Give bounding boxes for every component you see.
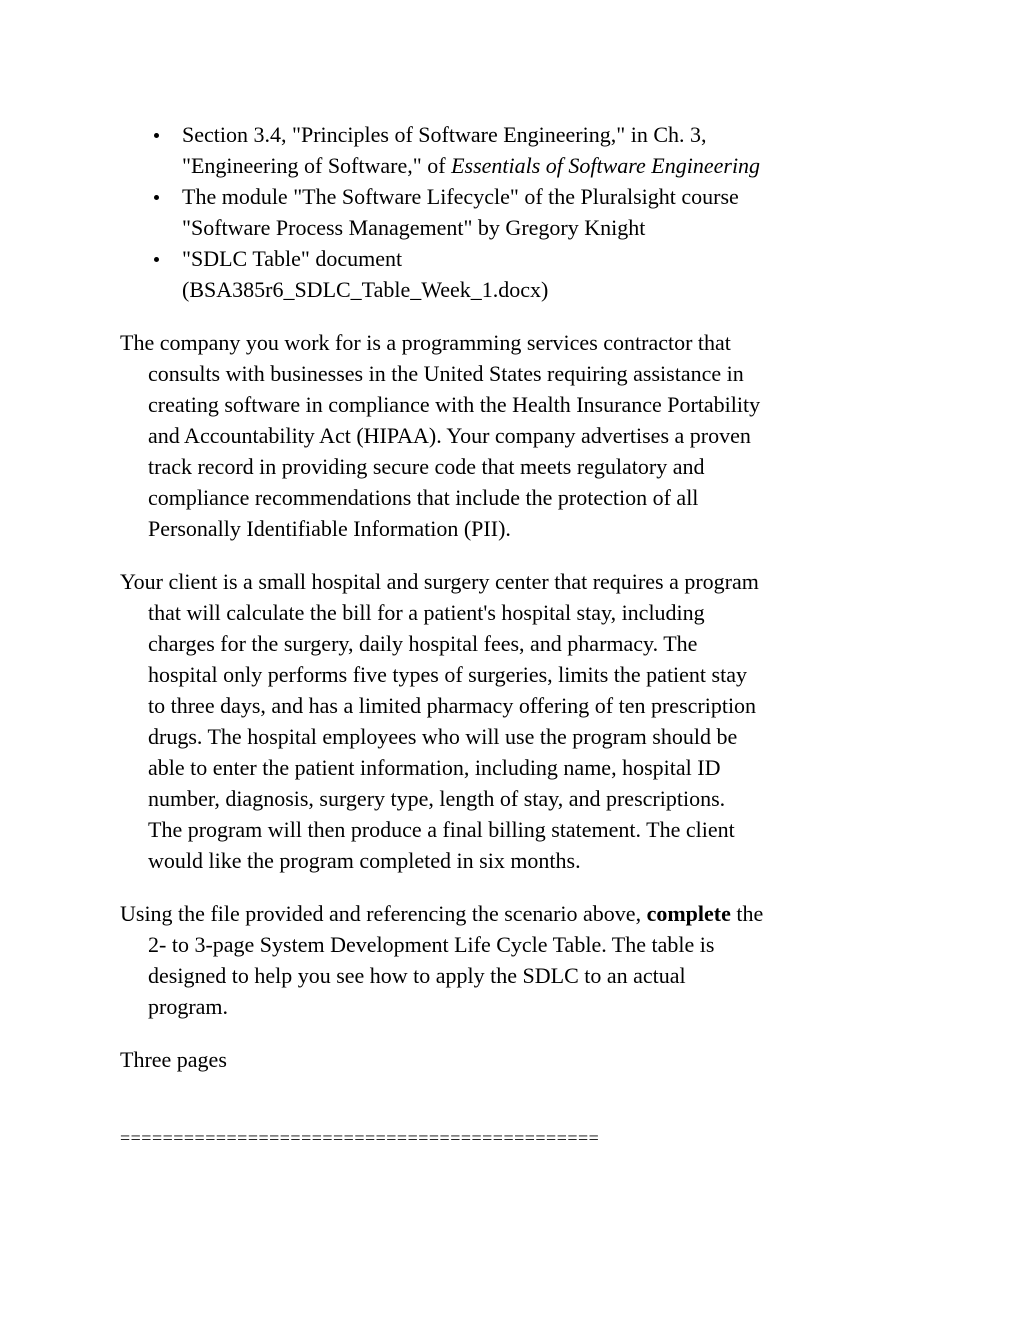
reading-list <box>120 119 940 305</box>
divider-line: ============================================= <box>120 1128 600 1148</box>
document-content <box>120 119 940 1154</box>
paragraph-company-scenario: The company you work for is a programming services contractor that consults with businesses in the United States requiring assistance in creating software in compliance with the Health Insurance Portability and Accountability Act (HIPAA). Your company advertises a proven track record in providing secure code that meets regulatory and compliance recommendations that include the protection of all Personally Identifiable Information (PII). <box>120 330 761 541</box>
reading-list-item-sdlc-table: "SDLC Table" document (BSA385r6_SDLC_Table_Week_1.docx) <box>120 243 940 305</box>
paragraph-instructions: Using the file provided and referencing the scenario above, complete the 2- to 3-page System Development Life Cycle Table. The table is designed to help you see how to apply the SDLC to an actual program. <box>120 901 764 1019</box>
reading-list-item-module: The module "The Software Lifecycle" of the Pluralsight course "Software Process Management" by Gregory Knight <box>120 181 940 243</box>
paragraph-client-scenario: Your client is a small hospital and surgery center that requires a program that will calculate the bill for a patient's hospital stay, including charges for the surgery, daily hospital fees, and pharmacy. The hospital only performs five types of surgeries, limits the patient stay to three days, and has a limited pharmacy offering of ten prescription drugs. The hospital employees who will use the program should be able to enter the patient information, including name, hospital ID number, diagnosis, surgery type, length of stay, and prescriptions. The program will then produce a final billing statement. The client would like the program completed in six months. <box>120 569 759 873</box>
three-pages-note: Three pages <box>120 1047 227 1072</box>
reading-list-item-section: Section 3.4, "Principles of Software Engineering," in Ch. 3, "Engineering of Software," of Essentials of Software Engineering <box>120 119 940 181</box>
